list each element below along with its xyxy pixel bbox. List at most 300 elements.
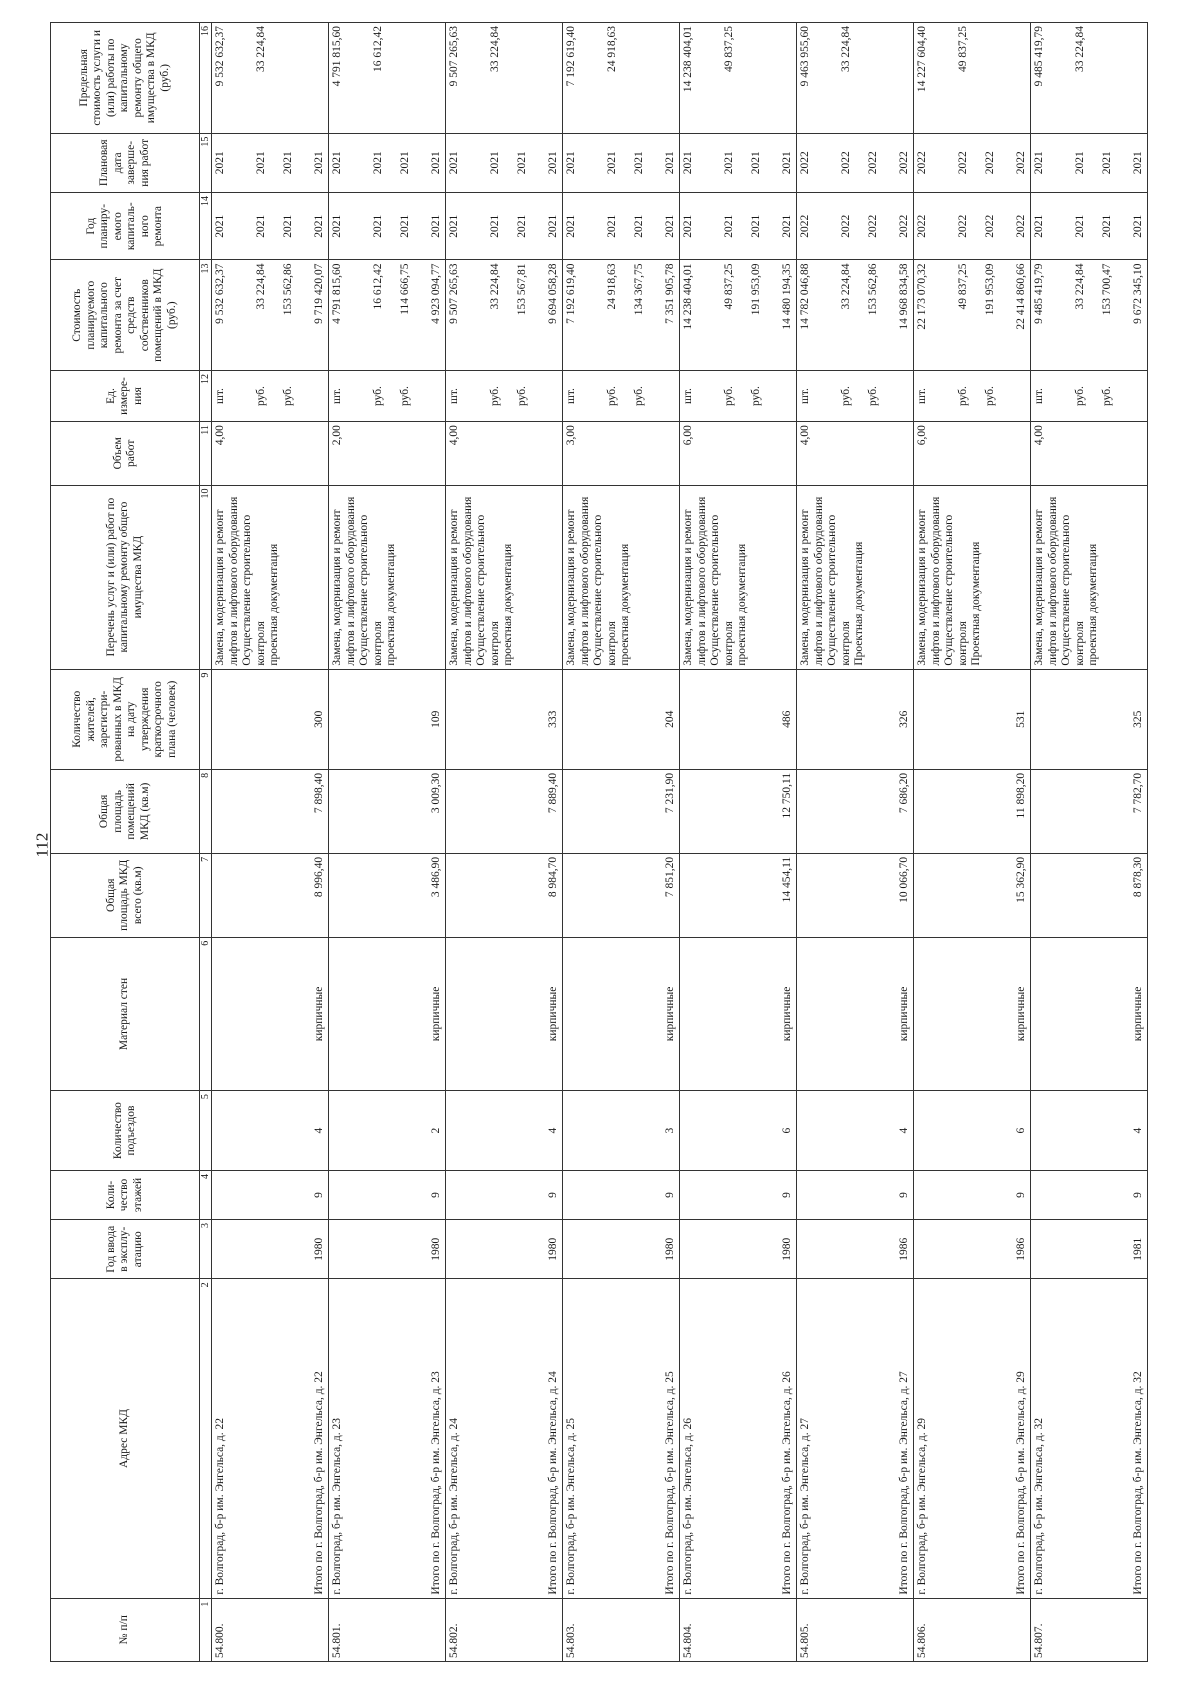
total-repair-year: 2022 [1013,192,1031,260]
spacer [228,196,242,257]
header-repair-year: Год планиру-емого капиталь-ного ремонта [51,192,200,260]
limit-cost-list [1031,23,1130,134]
work-limit: 24 918,63 [605,26,618,72]
year-built-empty [1031,1220,1130,1279]
work-unit: руб. [956,386,969,406]
header-residents: Количество жителей, зарегистри-рованных в МКД на дату утверждения краткосрочного плана (человек) [51,669,200,769]
floors: 9 [662,1170,680,1219]
year-built-empty [914,1220,1013,1279]
cost-list [563,260,662,370]
volume-empty [428,422,446,485]
spacer [813,374,827,418]
spacer [579,137,593,189]
total-end-date: 2021 [545,133,563,192]
work-end: 2022 [799,151,811,175]
work-cost: 9 532 632,37 [214,263,226,324]
work-cost: 114 666,75 [398,263,411,315]
work-end: 2021 [371,151,384,175]
work-unit: шт. [331,388,343,404]
end-date-list [797,133,896,192]
work-unit: руб. [254,386,267,406]
entrances-empty [212,1091,311,1171]
work-name: Осуществление строительного контроля [241,514,267,666]
spacer [241,374,255,418]
total-spacer [662,1598,680,1661]
spacer [943,263,957,366]
residents-empty [329,669,428,769]
spacer [723,425,737,481]
unit-empty [311,370,329,421]
area-total: 3 486,90 [428,853,446,937]
floors-empty [446,1170,545,1219]
spacer [358,374,372,418]
work-cost: 33 224,84 [488,263,501,310]
spacer [930,26,944,130]
column-number: 12 [200,370,212,421]
spacer [1047,26,1061,130]
work-year: 2021 [214,214,226,238]
spacer [592,137,606,189]
area-total: 14 454,11 [779,853,797,937]
wall-material-empty [212,937,311,1090]
record-total-row [779,23,797,1662]
total-spacer [1013,1598,1031,1661]
record-number: 54.807. [1031,1598,1130,1661]
work-cost: 153 700,47 [1100,263,1113,316]
work-limit: 9 485 419,79 [1033,26,1045,87]
volume-list [1031,422,1130,485]
spacer [502,425,516,481]
area-total-empty [329,853,428,937]
work-end: 2021 [281,151,294,175]
wall-material: кирпичные [428,937,446,1090]
spacer [579,425,593,481]
spacer [1087,196,1101,257]
work-cost: 14 782 046,88 [799,263,811,330]
column-number: 5 [200,1091,212,1171]
spacer [385,26,399,130]
spacer [943,137,957,189]
record-row [212,23,311,1662]
area-total: 15 362,90 [1013,853,1031,937]
limit-empty [428,23,446,134]
spacer [345,374,359,418]
area-rooms-empty [329,769,428,853]
spacer [880,374,894,418]
column-number: 2 [200,1279,212,1598]
spacer [579,263,593,366]
unit-empty [896,370,914,421]
record-number: 54.803. [563,1598,662,1661]
work-year: 2021 [515,214,528,238]
work-cost: 16 612,42 [371,263,384,310]
spacer [385,196,399,257]
header-address: Адрес МКД [51,1279,200,1598]
work-volume: 4,00 [214,425,226,446]
spacer [997,137,1011,189]
wall-material: кирпичные [779,937,797,1090]
entrances-empty [797,1091,896,1171]
spacer [930,425,944,481]
entrances: 4 [311,1091,329,1171]
entrances-empty [1031,1091,1130,1171]
unit-list [446,370,545,421]
spacer [867,26,881,130]
cost-list [797,260,896,370]
year-built: 1980 [311,1220,329,1279]
record-total-row [1130,23,1148,1662]
floors-empty [914,1170,1013,1219]
repair-year-list [914,192,1013,260]
repair-year-list [446,192,545,260]
area-total: 10 066,70 [896,853,914,937]
header-area-total: Общая площадь МКД всего (кв.м) [51,853,200,937]
spacer [880,263,894,366]
works-list [1031,485,1130,669]
header-unit: Ед. измере-ния [51,370,200,421]
end-date-list [446,133,545,192]
volume-list [329,422,428,485]
residents-empty [797,669,896,769]
residents: 333 [545,669,563,769]
volume-list [680,422,779,485]
cost-list [212,260,311,370]
total-spacer [1130,1598,1148,1661]
spacer [619,196,633,257]
work-name: проектная документация [268,543,280,666]
wall-material: кирпичные [896,937,914,1090]
floors-empty [212,1170,311,1219]
spacer [502,137,516,189]
record-total-row [545,23,563,1662]
total-cost: 4 923 094,77 [428,260,446,370]
work-year: 2021 [448,214,460,238]
spacer [813,196,827,257]
record-number: 54.804. [680,1598,779,1661]
work-year: 2021 [488,214,501,238]
unit-list [914,370,1013,421]
wall-material: кирпичные [545,937,563,1090]
volume-list [563,422,662,485]
floors: 9 [428,1170,446,1219]
wall-material-empty [680,937,779,1090]
spacer [736,26,750,130]
column-number: 4 [200,1170,212,1219]
work-cost: 134 367,75 [632,263,645,316]
header-volume: Объем работ [51,422,200,485]
works-list [680,485,779,669]
limit-cost-list [329,23,428,134]
work-name: Замена, модернизация и ремонт лифтов и лифтового оборудования [331,496,357,666]
spacer [268,263,282,366]
header-works: Перечень услуг и (или) работ по капитальному ремонту общего имущества МКД [51,485,200,669]
spacer [358,263,372,366]
area-rooms-empty [797,769,896,853]
work-year: 2022 [956,214,969,238]
work-year: 2022 [799,214,811,238]
spacer [736,263,750,366]
spacer [696,196,710,257]
entrances: 4 [1130,1091,1148,1171]
area-total-empty [563,853,662,937]
spacer [529,263,543,366]
area-rooms-empty [563,769,662,853]
volume-empty [662,422,680,485]
area-rooms: 3 009,30 [428,769,446,853]
spacer [646,263,660,366]
work-cost: 49 837,25 [722,263,735,310]
area-total-empty [212,853,311,937]
wall-material-empty [563,937,662,1090]
spacer [1047,263,1061,366]
works-list [446,485,545,669]
work-unit: руб. [515,386,528,406]
work-cost: 191 953,09 [983,263,996,316]
work-volume: 2,00 [331,425,343,446]
spacer [880,137,894,189]
spacer [709,263,723,366]
work-limit: 14 238 404,01 [682,26,694,93]
work-unit: руб. [371,386,384,406]
work-end: 2021 [488,151,501,175]
residents-empty [1031,669,1130,769]
work-limit: 33 224,84 [839,26,852,72]
repair-year-list [212,192,311,260]
spacer [619,263,633,366]
spacer [1114,263,1128,366]
spacer [1114,374,1128,418]
entrances: 4 [545,1091,563,1171]
works-empty [779,485,797,669]
repair-year-list [563,192,662,260]
work-cost: 7 192 619,40 [565,263,577,324]
spacer [696,425,710,481]
work-year: 2021 [565,214,577,238]
work-limit: 16 612,42 [371,26,384,72]
spacer [813,263,827,366]
work-unit: шт. [799,388,811,404]
work-volume: 6,00 [682,425,694,446]
spacer [619,137,633,189]
spacer [763,137,777,189]
spacer [943,425,957,481]
work-name: проектная документация [736,543,748,666]
work-cost: 24 918,63 [605,263,618,310]
spacer [826,137,840,189]
work-name: Замена, модернизация и ремонт лифтов и лифтового оборудования [916,496,942,666]
work-cost: 33 224,84 [1073,263,1086,310]
work-cost: 22 173 070,32 [916,263,928,330]
unit-empty [662,370,680,421]
work-year: 2021 [749,214,762,238]
area-rooms: 7 889,40 [545,769,563,853]
work-name: Замена, модернизация и ремонт лифтов и лифтового оборудования [448,496,474,666]
floors: 9 [545,1170,563,1219]
header-wall-material: Материал стен [51,937,200,1090]
floors: 9 [896,1170,914,1219]
area-rooms-empty [680,769,779,853]
work-year: 2021 [1073,214,1086,238]
spacer [930,196,944,257]
work-unit: руб. [866,386,879,406]
work-unit: руб. [839,386,852,406]
record-number: 54.801. [329,1598,428,1661]
work-end: 2021 [605,151,618,175]
limit-cost-list [212,23,311,134]
area-rooms: 12 750,11 [779,769,797,853]
work-year: 2022 [839,214,852,238]
work-end: 2022 [956,151,969,175]
work-end: 2021 [1033,151,1045,175]
work-limit: 9 532 632,37 [214,26,226,87]
works-list [329,485,428,669]
spacer [295,137,309,189]
spacer [619,374,633,418]
area-total-empty [914,853,1013,937]
spacer [295,374,309,418]
work-year: 2021 [398,214,411,238]
spacer [619,26,633,130]
floors: 9 [311,1170,329,1219]
spacer [1060,26,1074,130]
spacer [1060,196,1074,257]
unit-list [680,370,779,421]
record-address: г. Волгоград, б-р им. Энгельса, д. 26 [680,1279,779,1598]
header-area-rooms: Общая площадь помещений МКД (кв.м) [51,769,200,853]
column-number: 1 [200,1598,212,1661]
unit-empty [545,370,563,421]
total-cost: 9 719 420,07 [311,260,329,370]
volume-list [446,422,545,485]
works-list [212,485,311,669]
area-rooms-empty [212,769,311,853]
year-built: 1981 [1130,1220,1148,1279]
work-year: 2021 [1033,214,1045,238]
work-limit: 4 791 815,60 [331,26,343,87]
total-label: Итого по г. Волгоград, б-р им. Энгельса, д. 29 [1013,1279,1031,1598]
spacer [475,137,489,189]
spacer [268,137,282,189]
work-name: Проектная документация [970,541,982,666]
work-end: 2021 [565,151,577,175]
spacer [295,263,309,366]
work-name: проектная документация [619,543,631,666]
volume-empty [896,422,914,485]
work-year: 2021 [682,214,694,238]
work-unit: руб. [398,386,411,406]
record-row [563,23,662,1662]
end-date-list [563,133,662,192]
work-volume: 4,00 [799,425,811,446]
wall-material-empty [1031,937,1130,1090]
work-unit: шт. [448,388,460,404]
work-end: 2021 [749,151,762,175]
spacer [228,137,242,189]
wall-material-empty [914,937,1013,1090]
spacer [1087,374,1101,418]
work-name: проектная документация [1087,543,1099,666]
unit-empty [779,370,797,421]
spacer [241,263,255,366]
work-cost: 9 507 265,63 [448,263,460,324]
spacer [997,374,1011,418]
unit-list [212,370,311,421]
work-name: Осуществление строительного контроля [475,514,501,666]
work-name: Замена, модернизация и ремонт лифтов и лифтового оборудования [799,496,825,666]
column-number: 9 [200,669,212,769]
limit-empty [779,23,797,134]
work-end: 2021 [1100,151,1113,175]
volume-empty [311,422,329,485]
end-date-list [329,133,428,192]
work-name: проектная документация [502,543,514,666]
spacer [970,137,984,189]
repair-year-list [329,192,428,260]
work-volume: 4,00 [1033,425,1045,446]
work-cost: 191 953,09 [749,263,762,316]
work-name: Замена, модернизация и ремонт лифтов и лифтового оборудования [214,496,240,666]
spacer [930,137,944,189]
spacer [592,196,606,257]
total-spacer [779,1598,797,1661]
area-rooms: 11 898,20 [1013,769,1031,853]
spacer [736,137,750,189]
spacer [502,196,516,257]
entrances-empty [563,1091,662,1171]
work-year: 2021 [605,214,618,238]
work-limit: 33 224,84 [254,26,267,72]
year-built: 1980 [662,1220,680,1279]
area-rooms: 7 782,70 [1130,769,1148,853]
entrances-empty [914,1091,1013,1171]
spacer [516,26,530,130]
entrances-empty [680,1091,779,1171]
spacer [970,196,984,257]
column-number-row [200,23,212,1662]
residents: 325 [1130,669,1148,769]
spacer [358,26,372,130]
area-rooms: 7 231,90 [662,769,680,853]
floors: 9 [1013,1170,1031,1219]
spacer [646,374,660,418]
record-address: г. Волгоград, б-р им. Энгельса, д. 29 [914,1279,1013,1598]
unit-empty [1013,370,1031,421]
limit-cost-list [563,23,662,134]
spacer [412,374,426,418]
spacer [579,26,593,130]
residents: 326 [896,669,914,769]
header-end-date: Плановая дата заверше-ния работ [51,133,200,192]
end-date-list [212,133,311,192]
residents-empty [914,669,1013,769]
work-limit: 49 837,25 [956,26,969,72]
limit-cost-list [914,23,1013,134]
spacer [462,26,476,130]
floors: 9 [779,1170,797,1219]
work-unit: шт. [916,388,928,404]
work-end: 2021 [515,151,528,175]
residents: 109 [428,669,446,769]
record-total-row [896,23,914,1662]
work-name: Осуществление строительного контроля [358,514,384,666]
work-end: 2022 [839,151,852,175]
spacer [345,425,359,481]
spacer [970,374,984,418]
area-rooms-empty [1031,769,1130,853]
spacer [1101,26,1115,130]
spacer [826,263,840,366]
work-cost: 153 562,86 [281,263,294,316]
